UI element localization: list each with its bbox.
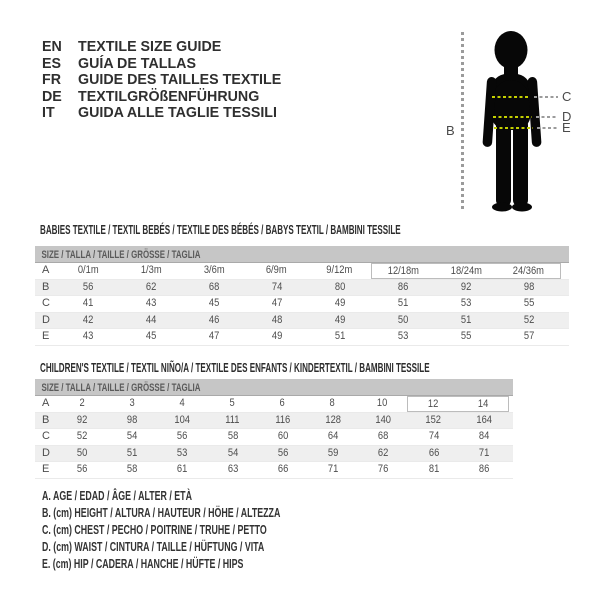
size-cell bbox=[57, 446, 107, 462]
size-cell bbox=[498, 280, 561, 296]
size-cell-text: 84 bbox=[478, 430, 490, 442]
size-cell bbox=[57, 396, 107, 412]
size-cell-text: 51 bbox=[335, 330, 346, 342]
size-cell-text: 12/18m bbox=[387, 265, 419, 277]
size-cell-text: 86 bbox=[398, 280, 409, 293]
height-label: B bbox=[446, 123, 455, 138]
size-cell-text: 0/1m bbox=[77, 264, 99, 276]
size-cell-text: 51 bbox=[398, 297, 409, 309]
row-label: A bbox=[42, 397, 50, 409]
size-cell bbox=[258, 446, 308, 462]
size-cell bbox=[435, 313, 498, 329]
size-cell-text: 62 bbox=[378, 446, 389, 459]
size-cell bbox=[497, 263, 561, 279]
language-code: FR bbox=[42, 71, 61, 88]
row-label: C bbox=[42, 430, 50, 442]
chest-measure-line bbox=[492, 96, 530, 99]
language-code: IT bbox=[42, 104, 55, 121]
size-cell-text: 41 bbox=[83, 297, 94, 309]
size-cell bbox=[258, 413, 308, 429]
size-cell bbox=[308, 462, 358, 478]
size-cell bbox=[458, 396, 509, 412]
size-cell bbox=[372, 313, 435, 329]
size-cell-text: 8 bbox=[329, 397, 335, 409]
size-cell-text: 45 bbox=[146, 330, 157, 342]
size-cell-text: 3 bbox=[129, 397, 135, 409]
size-cell-text: 98 bbox=[127, 413, 138, 426]
size-cell-text: 2 bbox=[79, 397, 85, 409]
size-cell bbox=[208, 462, 258, 478]
size-cell-text: 92 bbox=[76, 413, 88, 426]
size-cell-text: 45 bbox=[209, 297, 220, 309]
size-cell-text: 64 bbox=[327, 430, 339, 442]
size-cell-text: 47 bbox=[209, 330, 220, 342]
size-cell bbox=[459, 429, 509, 445]
language-name: TEXTILGRÖßENFÜHRUNG bbox=[78, 87, 260, 105]
language-code: ES bbox=[42, 54, 62, 72]
size-cell bbox=[208, 429, 258, 445]
chest-label: C bbox=[562, 89, 572, 104]
size-cell-text: 5 bbox=[229, 397, 235, 409]
legend-item: C. (cm) CHEST / PECHO / POITRINE / TRUHE / PETTO bbox=[42, 522, 267, 537]
size-cell bbox=[258, 429, 308, 445]
size-header-text: SIZE / TALLA / TAILLE / GRÖSSE / TAGLIA bbox=[41, 249, 201, 261]
size-cell-text: 98 bbox=[524, 280, 535, 293]
size-cell-text: 9/12m bbox=[326, 264, 353, 276]
children-section-title bbox=[40, 359, 600, 373]
size-cell bbox=[409, 429, 459, 445]
size-cell-text: 57 bbox=[524, 330, 535, 342]
table-row-D bbox=[35, 313, 569, 330]
babies-size-header-bar bbox=[35, 246, 569, 263]
size-cell bbox=[358, 429, 408, 445]
size-cell bbox=[57, 313, 120, 329]
size-cell-text: 52 bbox=[76, 430, 88, 442]
size-cell-text: 1/3m bbox=[140, 264, 162, 276]
size-cell bbox=[157, 462, 207, 478]
size-cell bbox=[459, 413, 509, 429]
language-code: DE bbox=[42, 87, 62, 105]
babies-table-rows bbox=[35, 263, 569, 346]
size-cell bbox=[309, 329, 372, 345]
size-cell bbox=[57, 280, 120, 296]
waist-guide-line bbox=[536, 116, 558, 119]
size-cell bbox=[208, 413, 258, 429]
size-cell-text: 66 bbox=[277, 463, 289, 475]
table-row-A bbox=[35, 396, 513, 413]
size-cell-text: 49 bbox=[335, 297, 346, 309]
language-code: EN bbox=[42, 38, 62, 55]
size-cell bbox=[409, 446, 459, 462]
size-cell-text: 53 bbox=[177, 446, 188, 459]
size-cell-text: 47 bbox=[272, 297, 283, 309]
waist-label: D bbox=[562, 109, 572, 124]
size-cell bbox=[107, 446, 157, 462]
size-cell bbox=[107, 462, 157, 478]
size-cell bbox=[371, 263, 435, 279]
size-cell bbox=[183, 313, 246, 329]
size-cell-text: 6 bbox=[279, 397, 285, 409]
size-cell-text: 43 bbox=[83, 330, 94, 342]
size-cell-text: 111 bbox=[225, 413, 240, 426]
size-cell-text: 164 bbox=[476, 413, 492, 426]
babies-size-table bbox=[35, 246, 569, 346]
size-cell-text: 43 bbox=[146, 297, 157, 309]
language-name: GUIDE DES TAILLES TEXTILE bbox=[78, 71, 282, 88]
size-cell bbox=[435, 296, 498, 312]
size-cell bbox=[120, 329, 183, 345]
table-row-C bbox=[35, 296, 569, 313]
measurement-legend bbox=[42, 487, 393, 572]
size-cell-text: 54 bbox=[127, 430, 138, 442]
size-cell bbox=[183, 280, 246, 296]
row-label: E bbox=[42, 330, 50, 342]
size-cell-text: 50 bbox=[76, 446, 88, 459]
table-row-D bbox=[35, 446, 513, 463]
size-cell-text: 12 bbox=[427, 398, 439, 410]
size-cell bbox=[57, 296, 120, 312]
size-cell-text: 51 bbox=[461, 313, 472, 326]
chest-guide-line bbox=[534, 96, 558, 99]
size-cell bbox=[258, 462, 308, 478]
size-cell-text: 51 bbox=[127, 446, 138, 459]
size-cell bbox=[183, 296, 246, 312]
legend-item: E. (cm) HIP / CADERA / HANCHE / HÜFTE / HIPS bbox=[42, 556, 244, 571]
size-cell bbox=[157, 429, 207, 445]
size-cell bbox=[57, 462, 107, 478]
row-label: C bbox=[42, 297, 50, 309]
size-cell-text: 71 bbox=[478, 446, 490, 459]
size-header-text: SIZE / TALLA / TAILLE / GRÖSSE / TAGLIA bbox=[41, 382, 201, 394]
size-cell bbox=[357, 396, 407, 412]
row-label: B bbox=[42, 280, 50, 293]
size-cell-text: 80 bbox=[335, 280, 346, 293]
language-item bbox=[42, 89, 292, 106]
size-cell-text: 128 bbox=[325, 413, 341, 426]
size-cell bbox=[208, 446, 258, 462]
size-cell-text: 68 bbox=[378, 430, 389, 442]
size-cell bbox=[120, 280, 183, 296]
size-cell bbox=[498, 313, 561, 329]
size-cell bbox=[57, 429, 107, 445]
size-cell bbox=[107, 396, 157, 412]
row-label: D bbox=[42, 313, 50, 326]
size-cell-text: 71 bbox=[327, 463, 339, 475]
children-section-title-text: CHILDREN'S TEXTILE / TEXTIL NIÑO/A / TEXTILE DES ENFANTS / KINDERTEXTIL / BAMBINI TESSILE bbox=[40, 360, 430, 375]
size-cell-text: 48 bbox=[272, 313, 283, 326]
size-cell-text: 81 bbox=[428, 463, 439, 475]
size-cell-text: 4 bbox=[179, 397, 185, 409]
size-cell bbox=[120, 313, 183, 329]
size-cell bbox=[107, 413, 157, 429]
size-cell-text: 116 bbox=[275, 413, 291, 426]
size-cell-text: 104 bbox=[174, 413, 191, 426]
language-item bbox=[42, 56, 292, 73]
children-size-table bbox=[35, 379, 513, 479]
size-cell bbox=[183, 263, 246, 279]
size-cell bbox=[246, 313, 309, 329]
size-cell bbox=[157, 413, 207, 429]
size-cell bbox=[183, 329, 246, 345]
size-cell bbox=[57, 413, 107, 429]
size-cell-text: 62 bbox=[146, 280, 157, 293]
children-size-header-bar bbox=[35, 379, 513, 396]
language-name: GUÍA DE TALLAS bbox=[78, 54, 196, 72]
size-cell-text: 63 bbox=[227, 463, 238, 475]
hip-guide-line bbox=[537, 127, 558, 130]
size-cell-text: 10 bbox=[376, 397, 388, 409]
size-cell bbox=[308, 446, 358, 462]
size-cell-text: 50 bbox=[398, 313, 409, 326]
language-item bbox=[42, 39, 292, 56]
size-cell-text: 3/6m bbox=[203, 264, 225, 276]
size-cell bbox=[435, 280, 498, 296]
babies-section-title-text: BABIES TEXTILE / TEXTIL BEBÉS / TEXTILE DES BÉBÉS / BABYS TEXTIL / BAMBINI TESSILE bbox=[40, 222, 401, 237]
size-cell-text: 92 bbox=[461, 280, 472, 293]
size-cell bbox=[120, 263, 183, 279]
size-cell-text: 46 bbox=[209, 313, 220, 326]
size-cell-text: 14 bbox=[477, 398, 489, 410]
size-cell bbox=[435, 329, 498, 345]
size-cell bbox=[246, 296, 309, 312]
size-cell-text: 18/24m bbox=[450, 265, 482, 277]
children-table-rows bbox=[35, 396, 513, 479]
size-cell bbox=[358, 446, 408, 462]
size-cell-text: 24/36m bbox=[513, 265, 545, 277]
size-cell-text: 56 bbox=[177, 430, 188, 442]
size-cell bbox=[372, 280, 435, 296]
table-row-B bbox=[35, 280, 569, 297]
size-cell-text: 60 bbox=[277, 430, 289, 442]
size-cell bbox=[308, 263, 371, 279]
size-cell bbox=[157, 446, 207, 462]
size-cell-text: 42 bbox=[83, 313, 94, 326]
table-row-C bbox=[35, 429, 513, 446]
size-cell bbox=[358, 462, 408, 478]
size-cell bbox=[309, 280, 372, 296]
size-cell-text: 49 bbox=[272, 330, 283, 342]
size-cell-text: 140 bbox=[375, 413, 392, 426]
size-cell-text: 61 bbox=[177, 463, 188, 475]
size-cell-text: 76 bbox=[378, 463, 389, 475]
size-cell bbox=[245, 263, 308, 279]
row-label: A bbox=[42, 264, 50, 276]
size-cell-text: 55 bbox=[524, 297, 535, 309]
size-cell bbox=[107, 429, 157, 445]
size-cell bbox=[435, 263, 498, 279]
legend-item: A. AGE / EDAD / ÂGE / ALTER / ETÀ bbox=[42, 488, 192, 503]
size-cell-text: 52 bbox=[524, 313, 535, 326]
size-cell bbox=[57, 263, 120, 279]
row-label: E bbox=[42, 463, 50, 475]
size-cell-text: 55 bbox=[461, 330, 472, 342]
size-cell bbox=[409, 413, 459, 429]
size-cell-text: 6/9m bbox=[266, 264, 288, 276]
size-cell-text: 54 bbox=[227, 446, 238, 459]
size-cell bbox=[358, 413, 408, 429]
size-cell bbox=[309, 296, 372, 312]
size-cell-text: 53 bbox=[461, 297, 472, 309]
size-cell bbox=[498, 329, 561, 345]
size-cell-text: 58 bbox=[227, 430, 238, 442]
size-cell bbox=[407, 396, 458, 412]
size-cell bbox=[409, 462, 459, 478]
size-cell-text: 86 bbox=[478, 463, 490, 475]
size-cell-text: 56 bbox=[83, 280, 94, 293]
table-row-E bbox=[35, 329, 569, 346]
babies-section-title bbox=[40, 221, 600, 235]
height-guide-line bbox=[461, 32, 464, 210]
size-cell-text: 56 bbox=[76, 463, 88, 475]
hip-measure-line bbox=[494, 127, 533, 130]
table-row-A bbox=[35, 263, 569, 280]
language-name: GUIDA ALLE TAGLIE TESSILI bbox=[78, 104, 277, 121]
size-cell bbox=[307, 396, 357, 412]
size-cell-text: 74 bbox=[272, 280, 283, 293]
size-cell-text: 66 bbox=[428, 446, 439, 459]
legend-item: B. (cm) HEIGHT / ALTURA / HAUTEUR / HÖHE / ALTEZZA bbox=[42, 505, 281, 520]
child-silhouette-shape bbox=[482, 31, 541, 212]
size-cell bbox=[459, 462, 509, 478]
size-cell bbox=[157, 396, 207, 412]
table-row-E bbox=[35, 462, 513, 479]
size-cell-text: 56 bbox=[277, 446, 289, 459]
size-cell bbox=[372, 329, 435, 345]
size-cell bbox=[309, 313, 372, 329]
size-cell-text: 152 bbox=[425, 413, 442, 426]
row-label: D bbox=[42, 446, 50, 459]
language-name: TEXTILE SIZE GUIDE bbox=[78, 38, 222, 55]
size-cell bbox=[308, 429, 358, 445]
size-cell bbox=[207, 396, 257, 412]
size-cell bbox=[257, 396, 307, 412]
size-cell-text: 59 bbox=[327, 446, 339, 459]
size-cell-text: 74 bbox=[428, 430, 439, 442]
size-cell bbox=[498, 296, 561, 312]
language-item bbox=[42, 105, 292, 122]
legend-item: D. (cm) WAIST / CINTURA / TAILLE / HÜFTUNG / VITA bbox=[42, 539, 265, 554]
hip-label: E bbox=[562, 120, 571, 135]
size-cell bbox=[120, 296, 183, 312]
language-list bbox=[42, 39, 292, 122]
size-cell-text: 68 bbox=[209, 280, 220, 293]
language-item bbox=[42, 72, 292, 89]
table-row-B bbox=[35, 413, 513, 430]
size-cell bbox=[459, 446, 509, 462]
row-label: B bbox=[42, 413, 50, 426]
size-cell bbox=[246, 329, 309, 345]
size-cell bbox=[308, 413, 358, 429]
size-cell-text: 53 bbox=[398, 330, 409, 342]
size-cell bbox=[57, 329, 120, 345]
waist-measure-line bbox=[493, 116, 532, 119]
size-cell bbox=[372, 296, 435, 312]
size-cell-text: 58 bbox=[127, 463, 138, 475]
size-cell bbox=[246, 280, 309, 296]
size-cell-text: 49 bbox=[335, 313, 346, 326]
size-cell-text: 44 bbox=[146, 313, 157, 326]
